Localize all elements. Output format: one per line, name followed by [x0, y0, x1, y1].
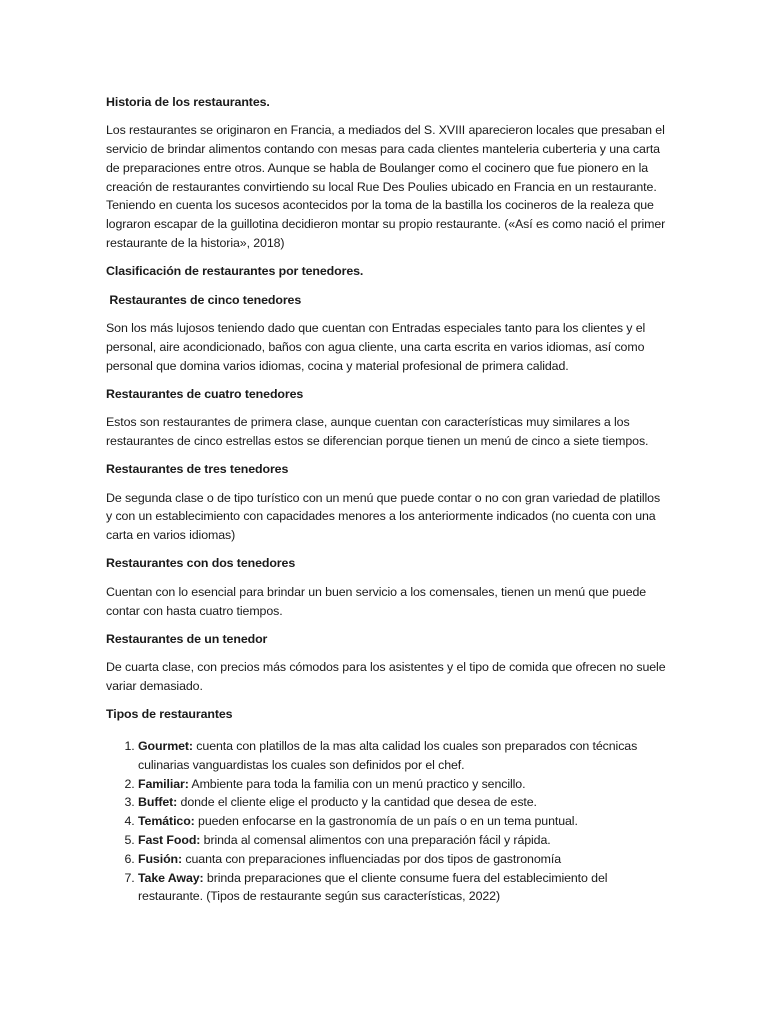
- history-paragraph: Los restaurantes se originaron en Francia, a mediados del S. XVIII aparecieron locales que presaban el servicio de brindar alimentos contando con mesas para cada clientes manteleria cuberteria y una carta de preparaciones entre otros. Aunque se habla de Boulanger como el cocinero que fue pionero en la creación de restaurantes convirtiendo su local Rue Des Poulies ubicado en Francia en un restaurante. Teniendo en cuenta los sucesos acontecidos por la toma de la bastilla los cocineros de la realeza que lograron escapar de la guillotina decidieron montar su propio restaurante. («Así es como nació el primer restaurante de la historia», 2018): [106, 123, 666, 251]
- type-description: donde el cliente elige el producto y la cantidad que desea de este.: [177, 795, 537, 810]
- document-page: [106, 93, 666, 906]
- list-item: [138, 775, 666, 794]
- list-item: [138, 850, 666, 869]
- classification-heading: Clasificación de restaurantes por tenedores.: [106, 264, 364, 279]
- two-forks-paragraph: Cuentan con lo esencial para brindar un buen servicio a los comensales, tienen un menú que puede contar con hasta cuatro tiempos.: [106, 584, 647, 618]
- three-forks-heading: Restaurantes de tres tenedores: [106, 462, 289, 477]
- five-forks-paragraph: Son los más lujosos teniendo dado que cuentan con Entradas especiales tanto para los clientes y el personal, aire acondicionado, baños con agua cliente, una carta escrita en varios idiomas, así como personal que domina varios idiomas, cocina y material profesional de primera calidad.: [106, 320, 646, 373]
- type-term: Fast Food:: [138, 833, 201, 847]
- type-description: Ambiente para toda la familia con un menú practico y sencillo.: [188, 776, 526, 791]
- type-description: pueden enfocarse en la gastronomía de un país o en un tema puntual.: [194, 814, 578, 829]
- type-term: Gourmet:: [138, 739, 193, 754]
- type-term: Take Away:: [138, 870, 204, 885]
- list-item: [138, 793, 666, 812]
- type-description: brinda al comensal alimentos con una preparación fácil y rápida.: [200, 833, 551, 847]
- history-heading: Historia de los restaurantes.: [106, 95, 270, 109]
- type-description: cuanta con preparaciones influenciadas por dos tipos de gastronomía: [182, 851, 561, 866]
- list-item: [138, 831, 666, 850]
- three-forks-paragraph: De segunda clase o de tipo turístico con un menú que puede contar o no con gran variedad de platillos y con un establecimiento con capacidades menores a los anteriormente indicados (no cuenta con una carta en varios idiomas): [106, 490, 661, 543]
- type-term: Buffet:: [138, 795, 178, 810]
- two-forks-heading: Restaurantes con dos tenedores: [106, 556, 296, 571]
- type-description: cuenta con platillos de la mas alta calidad los cuales son preparados con técnicas culinarias vanguardistas los cuales son definidos por el chef.: [138, 739, 638, 772]
- list-item: [138, 869, 666, 907]
- list-item: [138, 812, 666, 831]
- type-term: Familiar:: [138, 776, 189, 791]
- four-forks-heading: Restaurantes de cuatro tenedores: [106, 386, 304, 401]
- restaurant-types-list: [106, 737, 666, 906]
- five-forks-heading: Restaurantes de cinco tenedores: [106, 292, 302, 307]
- types-heading: Tipos de restaurantes: [106, 707, 233, 722]
- one-fork-paragraph: De cuarta clase, con precios más cómodos para los asistentes y el tipo de comida que ofrecen no suele variar demasiado.: [106, 660, 666, 693]
- one-fork-heading: Restaurantes de un tenedor: [106, 631, 268, 646]
- type-term: Fusión:: [138, 851, 183, 866]
- four-forks-paragraph: Estos son restaurantes de primera clase, aunque cuentan con características muy similares a los restaurantes de cinco estrellas estos se diferencian porque tienen un menú de cinco a siete tiempos.: [106, 415, 649, 448]
- list-item: [138, 737, 666, 775]
- type-description: brinda preparaciones que el cliente consume fuera del establecimiento del restaurante. (Tipos de restaurante según sus características, 2022): [138, 870, 608, 904]
- type-term: Temático:: [138, 814, 195, 829]
